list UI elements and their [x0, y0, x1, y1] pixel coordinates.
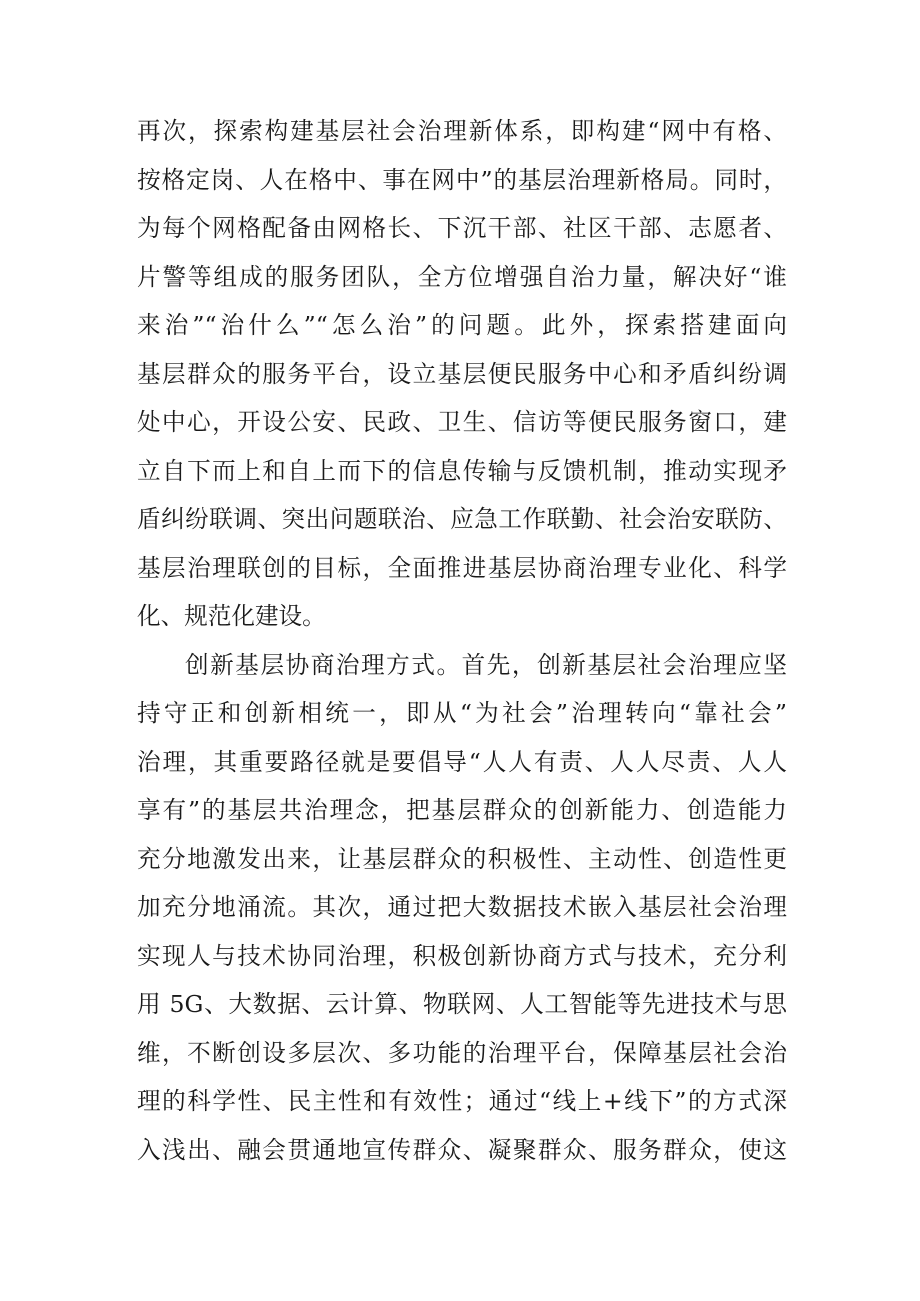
paragraph-2 — [137, 641, 787, 1175]
text-line: 基层治理联创的目标，全面推进基层协商治理专业化、科学 — [137, 553, 787, 582]
text-line: 治理，其重要路径就是要倡导“人人有责、人人尽责、人人 — [137, 747, 787, 776]
text-line: 再次，探索构建基层社会治理新体系，即构建“网中有格、 — [137, 117, 787, 145]
text-line: 化、规范化建设。 — [137, 602, 326, 630]
text-line: 入浅出、融会贯通地宣传群众、凝聚群众、服务群众，使这 — [137, 1135, 787, 1164]
text-line: 处中心，开设公安、民政、卫生、信访等便民服务窗口，建 — [137, 408, 787, 436]
text-line: 维，不断创设多层次、多功能的治理平台，保障基层社会治 — [137, 1038, 787, 1067]
text-line: 充分地激发出来，让基层群众的积极性、主动性、创造性更 — [137, 844, 787, 873]
text-line: 理的科学性、民主性和有效性；通过“线上+线下”的方式深 — [137, 1087, 787, 1115]
text-line: 实现人与技术协同治理，积极创新协商方式与技术，充分利 — [137, 941, 787, 970]
paragraph-1 — [137, 107, 787, 641]
text-line: 盾纠纷联调、突出问题联治、应急工作联勤、社会治安联防、 — [137, 505, 787, 533]
text-line: 基层群众的服务平台，设立基层便民服务中心和矛盾纠纷调 — [137, 359, 787, 388]
text-line: 来治”“治什么”“怎么治”的问题。此外，探索搭建面向 — [137, 311, 787, 339]
text-line: 片警等组成的服务团队，全方位增强自治力量，解决好“谁 — [137, 262, 787, 291]
text-line: 按格定岗、人在格中、事在网中”的基层治理新格局。同时， — [137, 165, 787, 194]
text-line: 持守正和创新相统一，即从“为社会”治理转向“靠社会” — [137, 699, 787, 727]
text-line: 享有”的基层共治理念，把基层群众的创新能力、创造能力 — [137, 796, 787, 824]
text-line: 创新基层协商治理方式。首先，创新基层社会治理应坚 — [185, 650, 787, 679]
text-line: 立自下而上和自上而下的信息传输与反馈机制，推动实现矛 — [137, 456, 787, 485]
text-line: 加充分地涌流。其次，通过把大数据技术嵌入基层社会治理 — [137, 893, 787, 921]
text-line: 用 5G、大数据、云计算、物联网、人工智能等先进技术与思 — [137, 990, 787, 1018]
text-line: 为每个网格配备由网格长、下沉干部、社区干部、志愿者、 — [137, 214, 787, 242]
document-body — [137, 107, 787, 1174]
